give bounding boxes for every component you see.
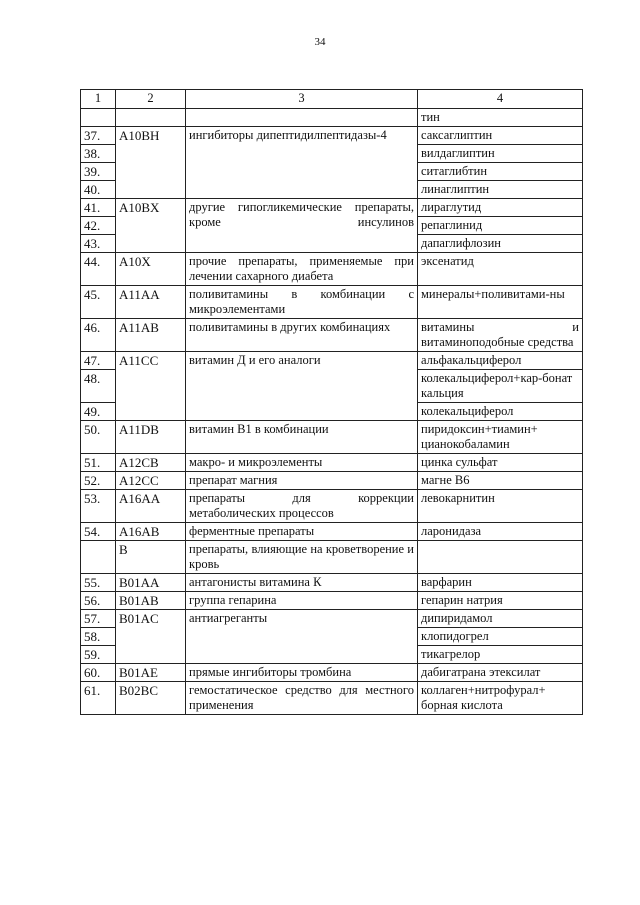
header-cell: 2: [116, 90, 186, 109]
table-row: [81, 523, 583, 541]
drug-table: [80, 89, 583, 715]
drug-name: линаглиптин: [418, 181, 583, 199]
drug-name: левокарнитин: [418, 490, 583, 523]
table-row: [81, 199, 583, 217]
drug-name: ситаглибтин: [418, 163, 583, 181]
drug-name: дабигатрана этексилат: [418, 664, 583, 682]
row-number: 49.: [81, 403, 116, 421]
atc-code: B: [116, 541, 186, 574]
atc-code: A10BH: [116, 127, 186, 199]
drug-name: коллаген+нитрофурал+ борная кислота: [418, 682, 583, 715]
drug-name: тикагрелор: [418, 646, 583, 664]
table-row: [81, 286, 583, 319]
table-row: [81, 490, 583, 523]
table-header-row: [81, 90, 583, 109]
drug-name: минералы+поливитами-ны: [418, 286, 583, 319]
atc-code: A12CC: [116, 472, 186, 490]
drug-group: поливитамины в комбинации с микроэлементами: [186, 286, 418, 319]
row-number: 46.: [81, 319, 116, 352]
table-row: [81, 421, 583, 454]
drug-name: гепарин натрия: [418, 592, 583, 610]
row-number: 40.: [81, 181, 116, 199]
drug-group: ингибиторы дипептидилпептидазы-4: [186, 127, 418, 199]
drug-group: препараты для коррекции метаболических процессов: [186, 490, 418, 523]
drug-name: колекальциферол: [418, 403, 583, 421]
drug-group: прочие препараты, применяемые при лечении сахарного диабета: [186, 253, 418, 286]
header-cell: 4: [418, 90, 583, 109]
drug-name: дипиридамол: [418, 610, 583, 628]
table-row: [81, 109, 583, 127]
table-row: [81, 592, 583, 610]
row-number: 57.: [81, 610, 116, 628]
atc-code: A10X: [116, 253, 186, 286]
atc-code: A11CC: [116, 352, 186, 421]
drug-name: цинка сульфат: [418, 454, 583, 472]
table-row: [81, 253, 583, 286]
atc-code: A16AA: [116, 490, 186, 523]
table-row: [81, 352, 583, 370]
table-row: [81, 472, 583, 490]
atc-code: B01AA: [116, 574, 186, 592]
drug-group: препарат магния: [186, 472, 418, 490]
table-row: [81, 610, 583, 628]
row-number: 50.: [81, 421, 116, 454]
atc-code: A11AA: [116, 286, 186, 319]
row-number: 41.: [81, 199, 116, 217]
drug-group: антагонисты витамина К: [186, 574, 418, 592]
table-row: [81, 682, 583, 715]
atc-code: [116, 109, 186, 127]
drug-name: лираглутид: [418, 199, 583, 217]
drug-group: макро- и микроэлементы: [186, 454, 418, 472]
row-number: 56.: [81, 592, 116, 610]
row-number: 54.: [81, 523, 116, 541]
drug-group: витамин В1 в комбинации: [186, 421, 418, 454]
drug-group: витамин Д и его аналоги: [186, 352, 418, 421]
atc-code: B01AB: [116, 592, 186, 610]
row-number: 52.: [81, 472, 116, 490]
table-row: [81, 319, 583, 352]
atc-code: A16AB: [116, 523, 186, 541]
row-number: 48.: [81, 370, 116, 403]
drug-name: альфакальциферол: [418, 352, 583, 370]
row-number: 38.: [81, 145, 116, 163]
page-number: 34: [314, 36, 326, 48]
drug-name: варфарин: [418, 574, 583, 592]
row-number: [81, 541, 116, 574]
drug-name: вилдаглиптин: [418, 145, 583, 163]
drug-name: ларонидаза: [418, 523, 583, 541]
atc-code: A12CB: [116, 454, 186, 472]
drug-name: репаглинид: [418, 217, 583, 235]
row-number: 53.: [81, 490, 116, 523]
drug-name: магне В6: [418, 472, 583, 490]
row-number: 61.: [81, 682, 116, 715]
drug-name: клопидогрел: [418, 628, 583, 646]
table-row: [81, 454, 583, 472]
table-row: [81, 574, 583, 592]
drug-name: саксаглиптин: [418, 127, 583, 145]
drug-group: поливитамины в других комбинациях: [186, 319, 418, 352]
row-number: 42.: [81, 217, 116, 235]
atc-code: B02BC: [116, 682, 186, 715]
table-row: [81, 127, 583, 145]
drug-group: прямые ингибиторы тромбина: [186, 664, 418, 682]
drug-group: ферментные препараты: [186, 523, 418, 541]
row-number: 47.: [81, 352, 116, 370]
header-cell: 3: [186, 90, 418, 109]
drug-name: пиридоксин+тиамин+ цианокобаламин: [418, 421, 583, 454]
drug-name: дапаглифлозин: [418, 235, 583, 253]
drug-group: гемостатическое средство для местного применения: [186, 682, 418, 715]
row-number: 39.: [81, 163, 116, 181]
drug-group: другие гипогликемические препараты, кроме инсулинов: [186, 199, 418, 253]
drug-group: [186, 109, 418, 127]
drug-group: группа гепарина: [186, 592, 418, 610]
row-number: 60.: [81, 664, 116, 682]
atc-code: B01AE: [116, 664, 186, 682]
atc-code: B01AC: [116, 610, 186, 664]
table-row: [81, 664, 583, 682]
row-number: 37.: [81, 127, 116, 145]
row-number: 58.: [81, 628, 116, 646]
drug-name: [418, 541, 583, 574]
atc-code: A11AB: [116, 319, 186, 352]
row-number: 51.: [81, 454, 116, 472]
drug-name: витамины и витаминоподобные средства: [418, 319, 583, 352]
row-number: 44.: [81, 253, 116, 286]
table-row: [81, 541, 583, 574]
drug-group: препараты, влияющие на кроветворение и кровь: [186, 541, 418, 574]
drug-name: эксенатид: [418, 253, 583, 286]
header-cell: 1: [81, 90, 116, 109]
row-number: 55.: [81, 574, 116, 592]
atc-code: A11DB: [116, 421, 186, 454]
atc-code: A10BX: [116, 199, 186, 253]
row-number: 59.: [81, 646, 116, 664]
drug-name: тин: [418, 109, 583, 127]
row-number: 43.: [81, 235, 116, 253]
row-number: 45.: [81, 286, 116, 319]
drug-name: колекальциферол+кар-бонат кальция: [418, 370, 583, 403]
row-number: [81, 109, 116, 127]
drug-group: антиагреганты: [186, 610, 418, 664]
